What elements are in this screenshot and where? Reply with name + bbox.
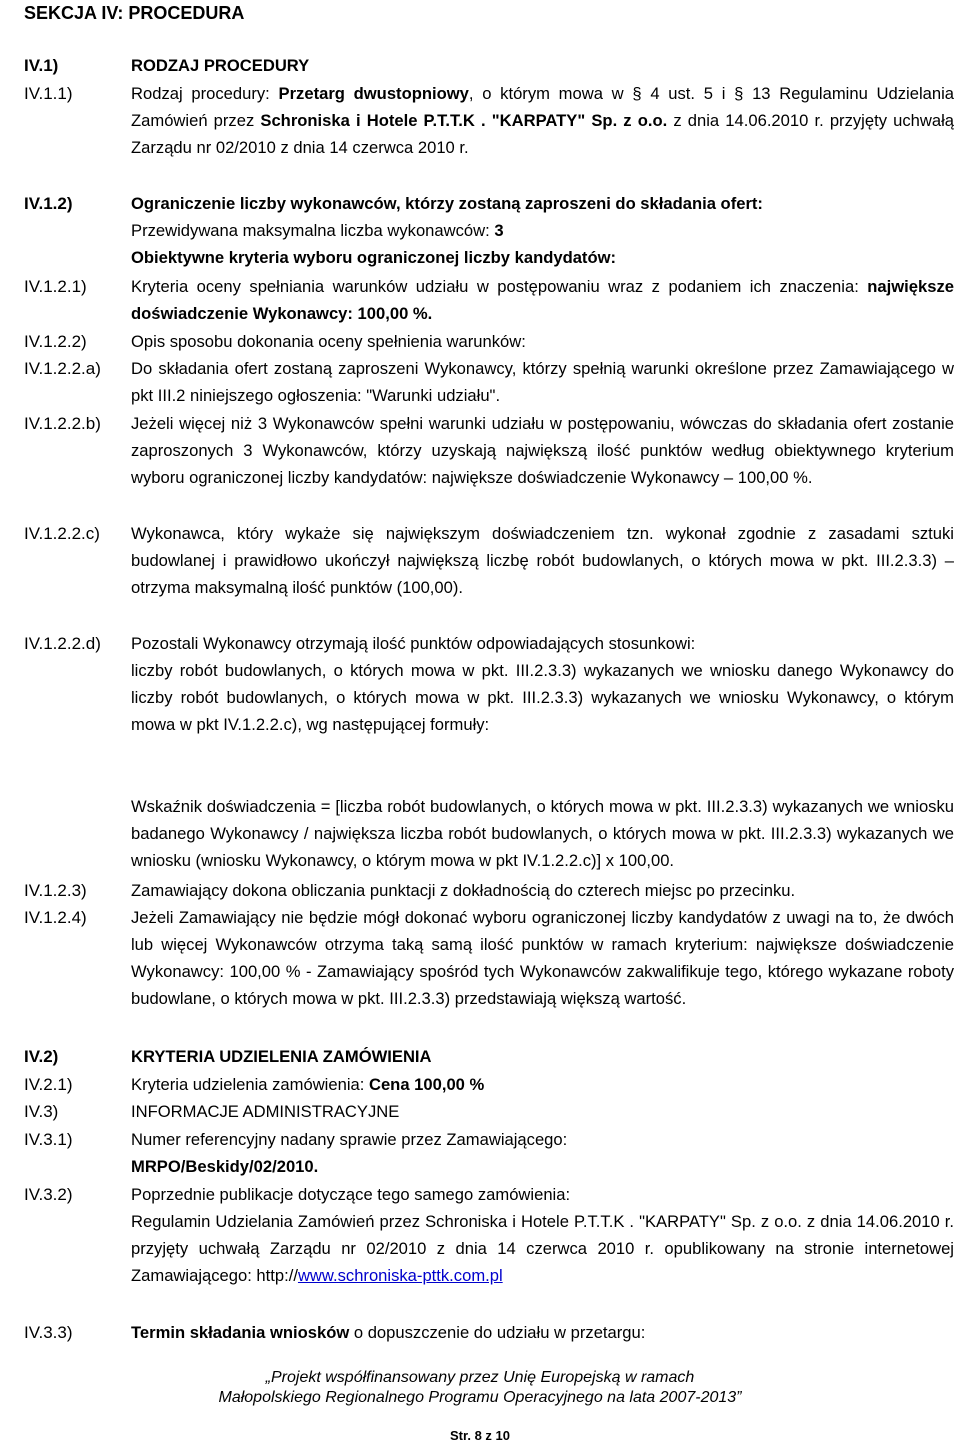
tie-break-text: Jeżeli Zamawiający nie będzie mógł dokonać wyboru ograniczonej liczby kandydatów z uwagi na to, że dwóch lub więcej Wykonawców otrzyma taką samą ilość punktów w ramach kryterium: największe doświadczenie Wykonawcy: 100,00 % - Zamawiający spośród tych Wykonawców zakwalifikuje tego, którego wykazane roboty budowlane, o których mowa w pkt. III.2.3.3) przedstawiają większą wartość. [131, 908, 954, 1008]
scoring-precision-text: Zamawiający dokona obliczania punktacji z dokładnością do czterech miejsc po przecinku. [131, 881, 796, 900]
paragraph-b-text: Jeżeli więcej niż 3 Wykonawców spełni warunki udziału w postępowaniu, wówczas do składania ofert zostanie zaproszonych 3 Wykonawców, którzy uzyskają największą ilość punktów według obiektywnego kryterium wyboru ograniczonej liczby kandydatów: największe doświadczenie Wykonawcy – 100,00 %. [131, 414, 954, 487]
objective-criteria-heading: Obiektywne kryteria wyboru ograniczonej liczby kandydatów: [131, 248, 617, 267]
row-label: IV.1.2.2.c) [24, 524, 100, 543]
row-label: IV.2.1) [24, 1075, 73, 1094]
award-criteria-heading: KRYTERIA UDZIELENIA ZAMÓWIENIA [131, 1047, 432, 1066]
row-label: IV.1.2.2.b) [24, 414, 101, 433]
row-label: IV.3.1) [24, 1130, 73, 1149]
website-link[interactable]: www.schroniska-pttk.com.pl [297, 1266, 503, 1285]
row-label: IV.1.2) [24, 194, 73, 213]
row-label: IV.1.2.1) [24, 277, 87, 296]
footer-line-2: Małopolskiego Regionalnego Programu Operacyjnego na lata 2007-2013” [218, 1389, 742, 1406]
previous-publications-text: Regulamin Udzielania Zamówień przez Schroniska i Hotele P.T.T.K . "KARPATY" Sp. z o.o. z dnia 14.06.2010 r. przyjęty uchwałą Zarządu nr 02/2010 z dnia 14 czerwca 2010 r. opublikowany na stronie internetowej Zamawiającego: http://www.schroniska-pttk.com.pl [131, 1212, 954, 1285]
row-label: IV.1.2.2.a) [24, 359, 101, 378]
ratio-explanation-text: liczby robót budowlanych, o których mowa w pkt. III.2.3.3) wykazanych we wniosku danego Wykonawcy do liczby robót budowlanych, o których mowa w pkt. III.2.3.3) wykazanych we wniosku Wykonawcy, o którym mowa w pkt IV.1.2.2.c), wg następującej formuły: [131, 661, 954, 734]
criteria-text: Kryteria oceny spełniania warunków udziału w postępowaniu wraz z podaniem ich znaczenia: największe doświadczenie Wykonawcy: 100,00 %. [131, 277, 954, 323]
max-contractors-text: Przewidywana maksymalna liczba wykonawców: 3 [131, 221, 504, 240]
previous-publications-label: Poprzednie publikacje dotyczące tego samego zamówienia: [131, 1185, 571, 1204]
row-label: IV.1.2.2.d) [24, 634, 101, 653]
paragraph-d-text: Pozostali Wykonawcy otrzymają ilość punktów odpowiadających stosunkowi: [131, 634, 696, 653]
procedure-type-text: Rodzaj procedury: Przetarg dwustopniowy, o którym mowa w § 4 ust. 5 i § 13 Regulaminu Udzielania Zamówień przez Schroniska i Hotele P.T.T.K . "KARPATY" Sp. z o.o. z dnia 14.06.2010 r. przyjęty uchwałą Zarządu nr 02/2010 z dnia 14 czerwca 2010 r. [131, 84, 955, 157]
submission-deadline-text: Termin składania wniosków o dopuszczenie do udziału w przetargu: [131, 1323, 646, 1342]
row-label: IV.1.2.3) [24, 881, 87, 900]
row-label: IV.1.1) [24, 84, 73, 103]
admin-info-heading: INFORMACJE ADMINISTRACYJNE [131, 1102, 400, 1121]
row-label: IV.1.2.2) [24, 332, 87, 351]
row-label: IV.3.3) [24, 1323, 73, 1342]
section-title: SEKCJA IV: PROCEDURA [24, 3, 245, 23]
paragraph-a-text: Do składania ofert zostaną zaproszeni Wykonawcy, którzy spełnią warunki określone przez Zamawiającego w pkt III.2 niniejszego ogłoszenia: "Warunki udziału". [131, 359, 954, 405]
reference-number-label: Numer referencyjny nadany sprawie przez Zamawiającego: [131, 1130, 568, 1149]
paragraph-c-text: Wykonawca, który wykaże się największym doświadczeniem tzn. wykonał zgodnie z zasadami sztuki budowlanej i prawidłowo ukończył największą liczbę robót budowlanych, o których mowa w pkt. III.2.3.3) – otrzyma maksymalną ilość punktów (100,00). [131, 524, 954, 597]
formula-text: Wskaźnik doświadczenia = [liczba robót budowlanych, o których mowa w pkt. III.2.3.3) wykazanych we wniosku badanego Wykonawcy / największa liczba robót budowlanych, o których mowa w pkt. III.2.3.3) wykazanych we wniosku (wniosku Wykonawcy, o którym mowa w pkt IV.1.2.2.c)] x 100,00. [131, 797, 954, 870]
limit-heading: Ograniczenie liczby wykonawców, którzy zostaną zaproszeni do składania ofert: [131, 194, 763, 213]
award-criteria-text: Kryteria udzielenia zamówienia: Cena 100,00 % [131, 1075, 485, 1094]
heading-rodzaj-procedury: RODZAJ PROCEDURY [131, 56, 310, 75]
row-label: IV.3) [24, 1102, 59, 1121]
row-label: IV.1.2.4) [24, 908, 87, 927]
page-number: Str. 8 z 10 [450, 1428, 510, 1443]
row-label: IV.2) [24, 1047, 59, 1066]
footer-eu-funding [0, 1368, 960, 1408]
reference-number-value: MRPO/Beskidy/02/2010. [131, 1157, 319, 1176]
footer-line-1: „Projekt współfinansowany przez Unię Europejską w ramach [265, 1369, 695, 1386]
row-label: IV.1) [24, 56, 59, 75]
assessment-method-text: Opis sposobu dokonania oceny spełnienia warunków: [131, 332, 526, 351]
row-label: IV.3.2) [24, 1185, 73, 1204]
